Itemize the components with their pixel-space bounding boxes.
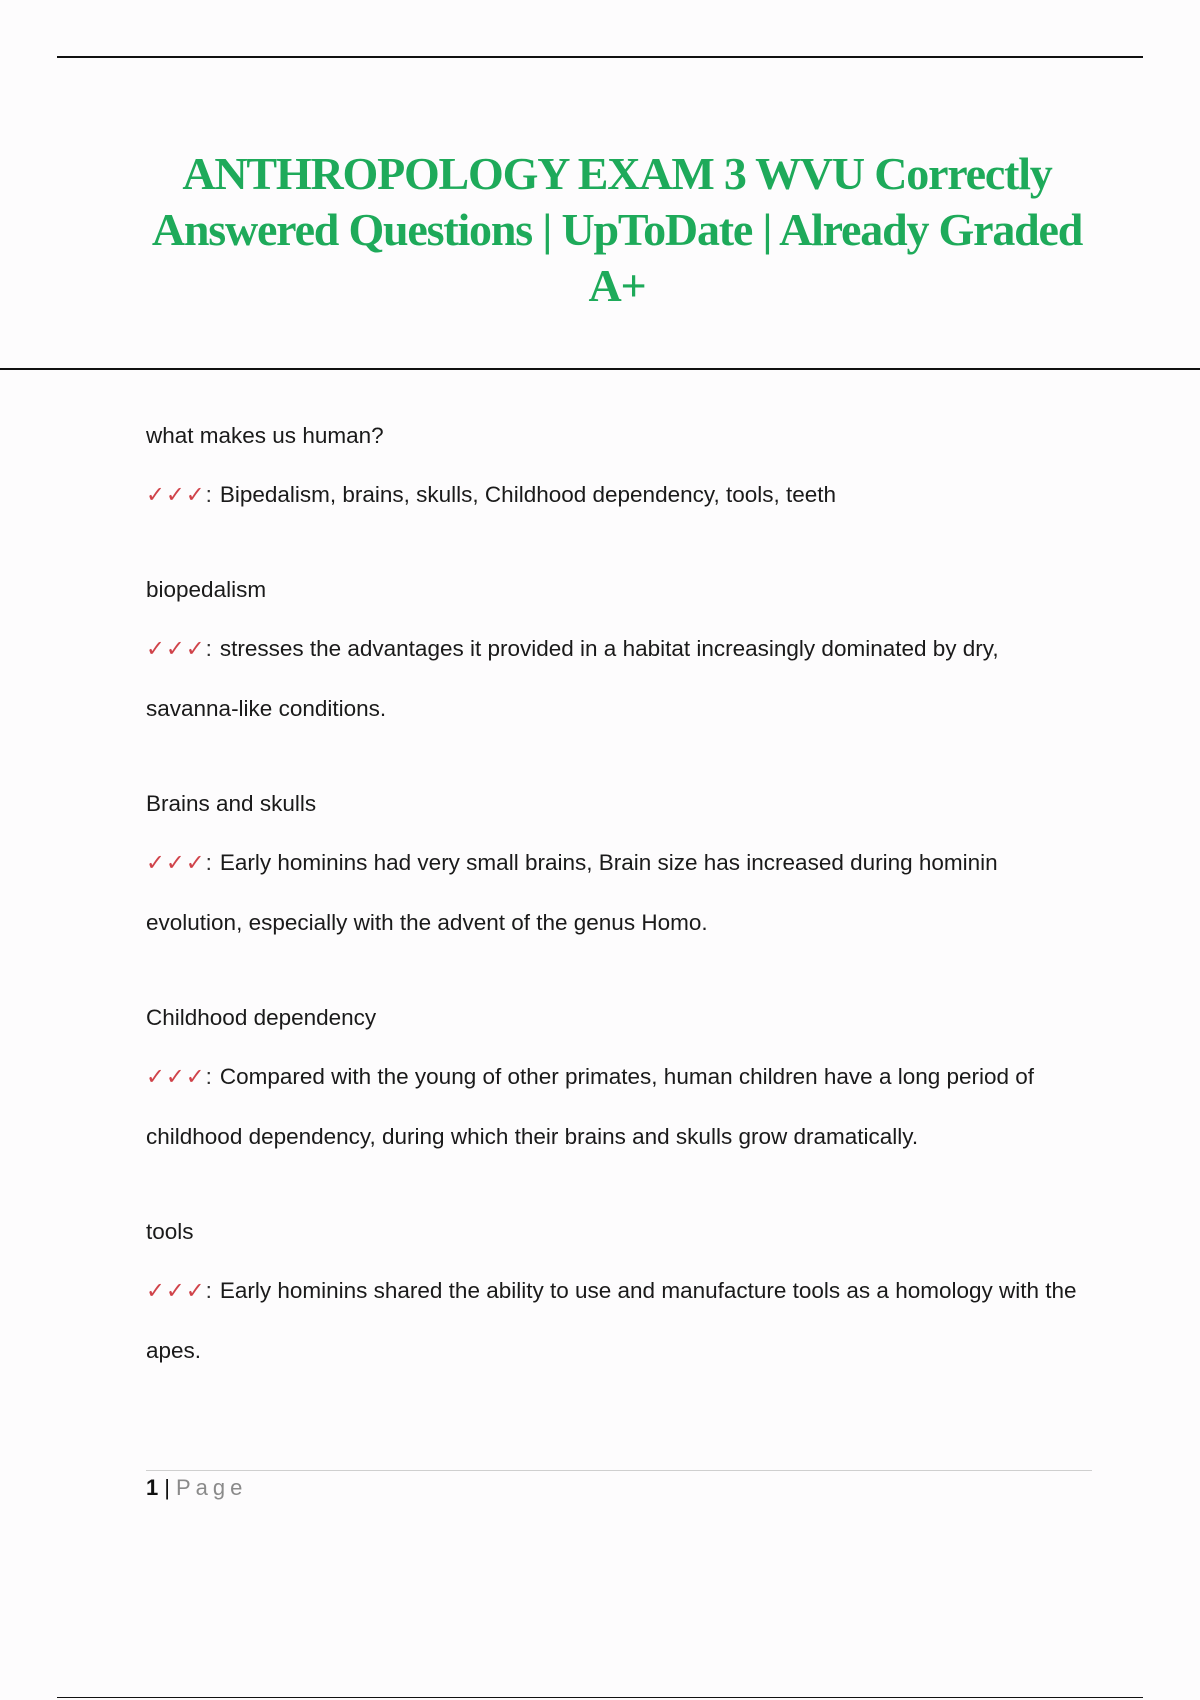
question-text: what makes us human? [146,423,384,448]
page-number: 1 [146,1475,159,1500]
answer-colon: : [205,1064,212,1089]
qa-item [146,788,1096,953]
document-title: ANTHROPOLOGY EXAM 3 WVU Correctly Answered Questions | UpToDate | Already Graded A+ [151,148,1083,311]
checkmark-icon: ✓✓✓ [146,1064,206,1089]
answer-colon: : [205,850,212,875]
title-divider [0,368,1200,370]
answer-body: Early hominins had very small brains, Brain size has increased during hominin evolution, especially with the advent of the genus Homo. [146,850,998,935]
question-text: Childhood dependency [146,1005,377,1030]
bottom-rule [57,1697,1143,1698]
checkmark-icon: ✓✓✓ [146,850,206,875]
answer-text [146,1047,1096,1167]
footer-divider [146,1470,1092,1471]
checkmark-icon: ✓✓✓ [146,1278,206,1303]
answer-colon: : [205,636,212,661]
question-text: Brains and skulls [146,791,317,816]
answer-text [146,1261,1096,1381]
answer-body: Compared with the young of other primates, human children have a long period of childhood dependency, during which their brains and skulls grow dramatically. [146,1064,1035,1149]
answer-text [146,619,1096,739]
answer-colon: : [205,1278,212,1303]
qa-item [146,1216,1096,1381]
qa-item [146,1002,1096,1167]
answer-body: Bipedalism, brains, skulls, Childhood dependency, tools, teeth [219,482,837,507]
page-separator: | [164,1475,170,1500]
question-text: tools [146,1219,194,1244]
answer-text [146,833,1096,953]
answer-colon: : [205,482,212,507]
page-footer [146,1474,247,1502]
answer-body: stresses the advantages it provided in a habitat increasingly dominated by dry, savanna-like conditions. [146,636,999,721]
qa-item [146,420,1096,525]
answer-body: Early hominins shared the ability to use and manufacture tools as a homology with the apes. [146,1278,1077,1363]
top-rule [57,56,1143,58]
page-label: Page [175,1475,248,1500]
checkmark-icon: ✓✓✓ [146,482,206,507]
question-text: biopedalism [146,577,267,602]
answer-text [146,465,1096,525]
qa-item [146,574,1096,739]
qa-list [146,420,1096,1430]
checkmark-icon: ✓✓✓ [146,636,206,661]
